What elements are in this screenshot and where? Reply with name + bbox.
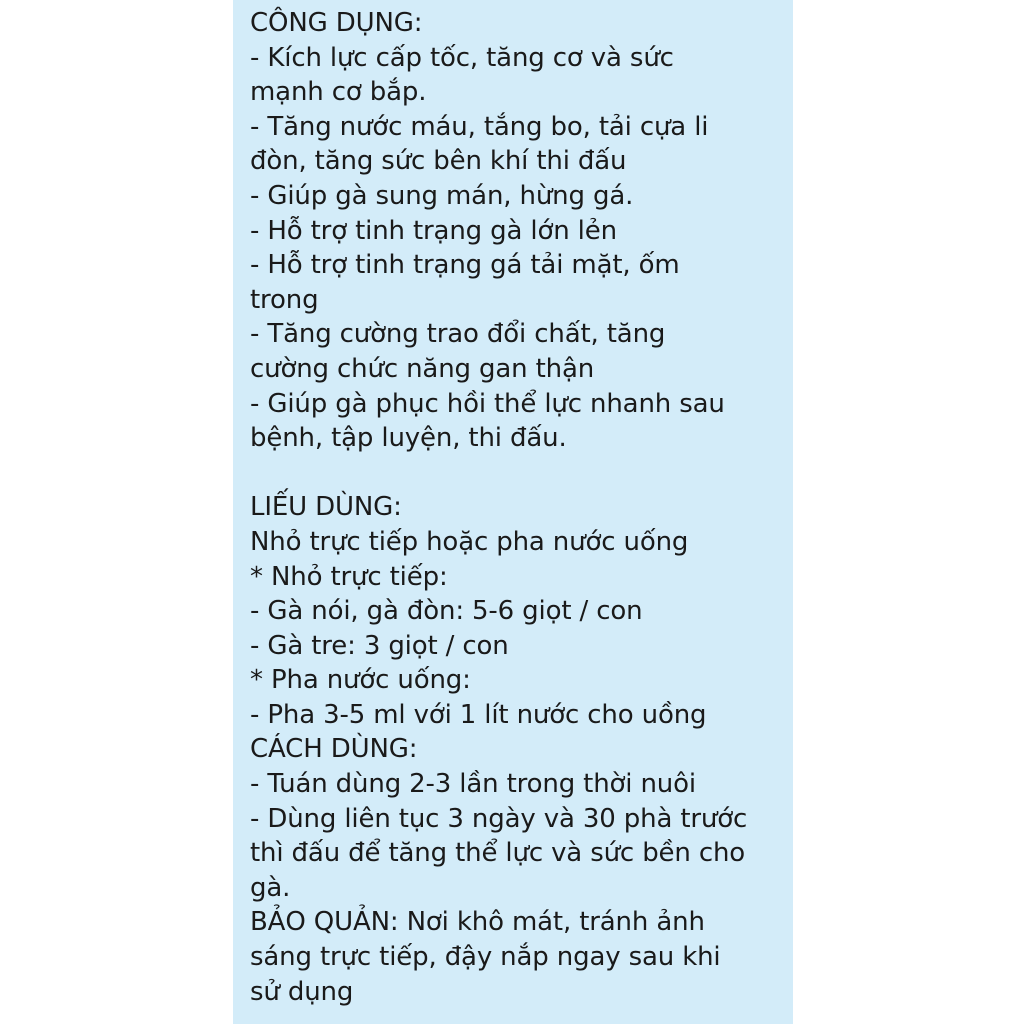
text-line: mạnh cơ bắp. [250,77,427,108]
text-line: - Dùng liên tục 3 ngày và 30 phà trước [250,803,748,834]
heading-uses: CÔNG DỤNG: [250,8,423,38]
text-line: cường chức năng gan thận [250,353,595,384]
text-line: trong [250,284,319,315]
text-line: - Hỗ trợ tinh trạng gá tải mặt, ốm [250,250,680,281]
text-line: sáng trực tiếp, đậy nắp ngay sau khi [250,942,721,973]
text-line: sử dụng [250,976,354,1007]
text-line: - Giúp gà phục hồi thể lực nhanh sau [250,388,725,419]
blank-line [250,456,793,491]
text-line: - Gà nói, gà đòn: 5-6 giọt / con [250,596,643,627]
text-line: gà. [250,872,291,903]
text-line: - Kích lực cấp tốc, tăng cơ và sức [250,42,674,73]
text-line: - Tăng cường trao đổi chất, tăng [250,319,666,350]
text-line: * Nhỏ trực tiếp: [250,561,448,592]
text-line: thì đấu để tăng thể lực và sức bền cho [250,838,746,869]
text-line: đòn, tăng sức bên khí thi đấu [250,146,627,177]
heading-storage: BẢO QUẢN: Nơi khô mát, tránh ảnh [250,907,705,938]
text-line: bệnh, tập luyện, thi đấu. [250,423,567,454]
heading-usage: CÁCH DÙNG: [250,734,418,765]
text-line: * Pha nước uống: [250,665,471,696]
heading-dosage: LIẾU DÙNG: [250,492,402,523]
text-line: Nhỏ trực tiếp hoặc pha nước uống [250,526,689,557]
text-line: - Giúp gà sung mán, hừng gá. [250,180,634,211]
text-line: - Hỗ trợ tinh trạng gà lớn lẻn [250,215,617,246]
text-line: - Pha 3-5 ml với 1 lít nước cho uồng [250,699,707,730]
instruction-panel [233,0,793,1024]
text-line: - Tăng nước máu, tắng bo, tải cựa li [250,111,709,142]
text-line: - Tuán dùng 2-3 lần trong thời nuôi [250,769,696,800]
text-line: - Gà tre: 3 giọt / con [250,630,509,661]
